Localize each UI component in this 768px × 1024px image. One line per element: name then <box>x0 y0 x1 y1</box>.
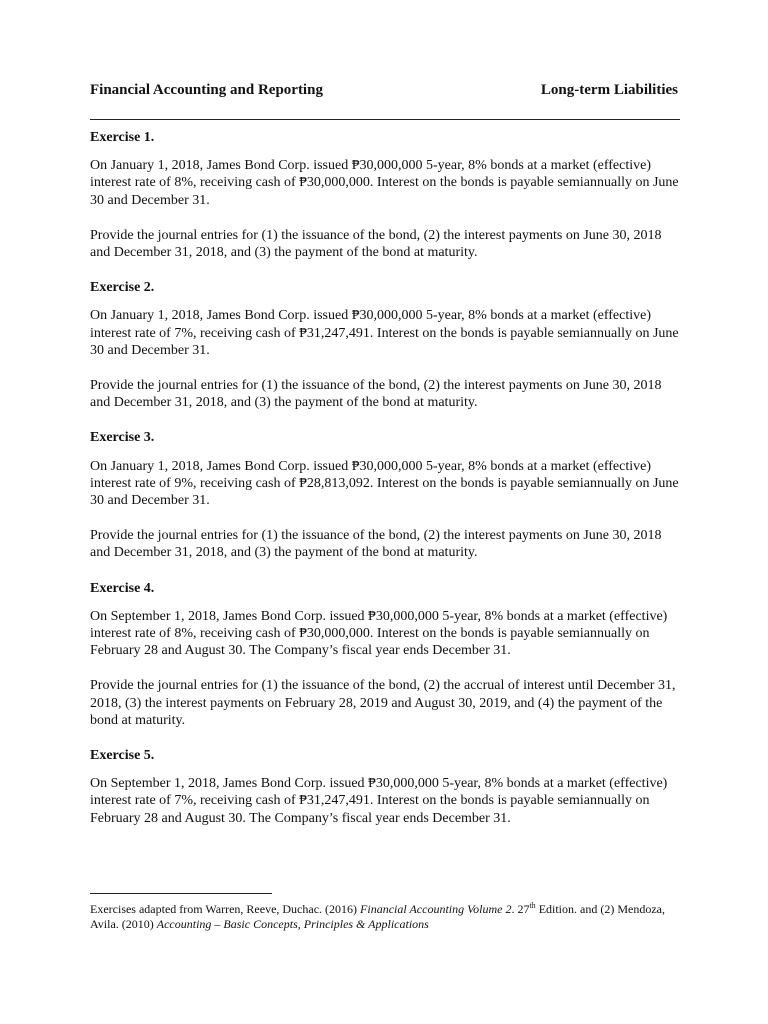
exercise-title: Exercise 2. <box>90 280 155 296</box>
header-divider <box>90 119 680 120</box>
footnote-text: Edition. and (2) Mendoza, Avila. (2010) <box>90 902 665 931</box>
exercise-title: Exercise 3. <box>90 430 155 446</box>
exercise-3 <box>90 429 680 561</box>
topic-title: Long-term Liabilities <box>540 82 678 98</box>
exercise-4 <box>90 580 680 729</box>
page-header <box>90 82 678 99</box>
course-title: Financial Accounting and Reporting <box>90 82 323 98</box>
exercise-problem: On January 1, 2018, James Bond Corp. issued ₱30,000,000 5-year, 8% bonds at a market (effective) interest rate of 7%, receiving cash of ₱31,247,491. Interest on the bonds is payable semiannually on June 30 and December 31. <box>90 308 679 358</box>
exercise-problem: On January 1, 2018, James Bond Corp. issued ₱30,000,000 5-year, 8% bonds at a market (effective) interest rate of 8%, receiving cash of ₱30,000,000. Interest on the bonds is payable semiannually on June 30 and December 31. <box>90 158 679 208</box>
footnote-superscript: th <box>529 901 536 910</box>
footnote-divider <box>90 893 272 894</box>
exercise-problem: On January 1, 2018, James Bond Corp. issued ₱30,000,000 5-year, 8% bonds at a market (effective) interest rate of 9%, receiving cash of ₱28,813,092. Interest on the bonds is payable semiannually on June 30 and December 31. <box>90 458 679 509</box>
footnote <box>90 902 690 932</box>
footnote-text: Exercises adapted from Warren, Reeve, Duchac. (2016) <box>90 902 361 916</box>
exercise-1 <box>90 129 680 261</box>
exercise-list <box>90 129 680 845</box>
exercise-title: Exercise 1. <box>90 130 155 145</box>
footnote-book-title: Financial Accounting Volume 2 <box>360 902 512 916</box>
exercise-problem: On September 1, 2018, James Bond Corp. issued ₱30,000,000 5-year, 8% bonds at a market (effective) interest rate of 8%, receiving cash of ₱30,000,000. Interest on the bonds is payable semiannually on February 28 and August 30. The Company’s fiscal year ends December 31. <box>90 608 668 659</box>
exercise-instructions: Provide the journal entries for (1) the issuance of the bond, (2) the interest payments on June 30, 2018 and December 31, 2018, and (3) the payment of the bond at maturity. <box>90 528 662 561</box>
footnote-book-title: Accounting – Basic Concepts, Principles & Applications <box>156 917 429 931</box>
footnote-text: . 27 <box>511 902 530 916</box>
exercise-instructions: Provide the journal entries for (1) the issuance of the bond, (2) the interest payments on June 30, 2018 and December 31, 2018, and (3) the payment of the bond at maturity. <box>90 227 662 261</box>
exercise-instructions: Provide the journal entries for (1) the issuance of the bond, (2) the accrual of interest until December 31, 2018, (3) the interest payments on February 28, 2019 and August 30, 2019, and (4) the payment of the bond at maturity. <box>90 678 676 728</box>
exercise-title: Exercise 4. <box>90 580 155 596</box>
exercise-2 <box>90 279 680 411</box>
exercise-problem: On September 1, 2018, James Bond Corp. issued ₱30,000,000 5-year, 8% bonds at a market (effective) interest rate of 7%, receiving cash of ₱31,247,491. Interest on the bonds is payable semiannually on February 28 and August 30. The Company’s fiscal year ends December 31. <box>90 776 668 826</box>
exercise-5 <box>90 747 680 827</box>
exercise-instructions: Provide the journal entries for (1) the issuance of the bond, (2) the interest payments on June 30, 2018 and December 31, 2018, and (3) the payment of the bond at maturity. <box>90 378 662 411</box>
exercise-title: Exercise 5. <box>90 748 155 764</box>
